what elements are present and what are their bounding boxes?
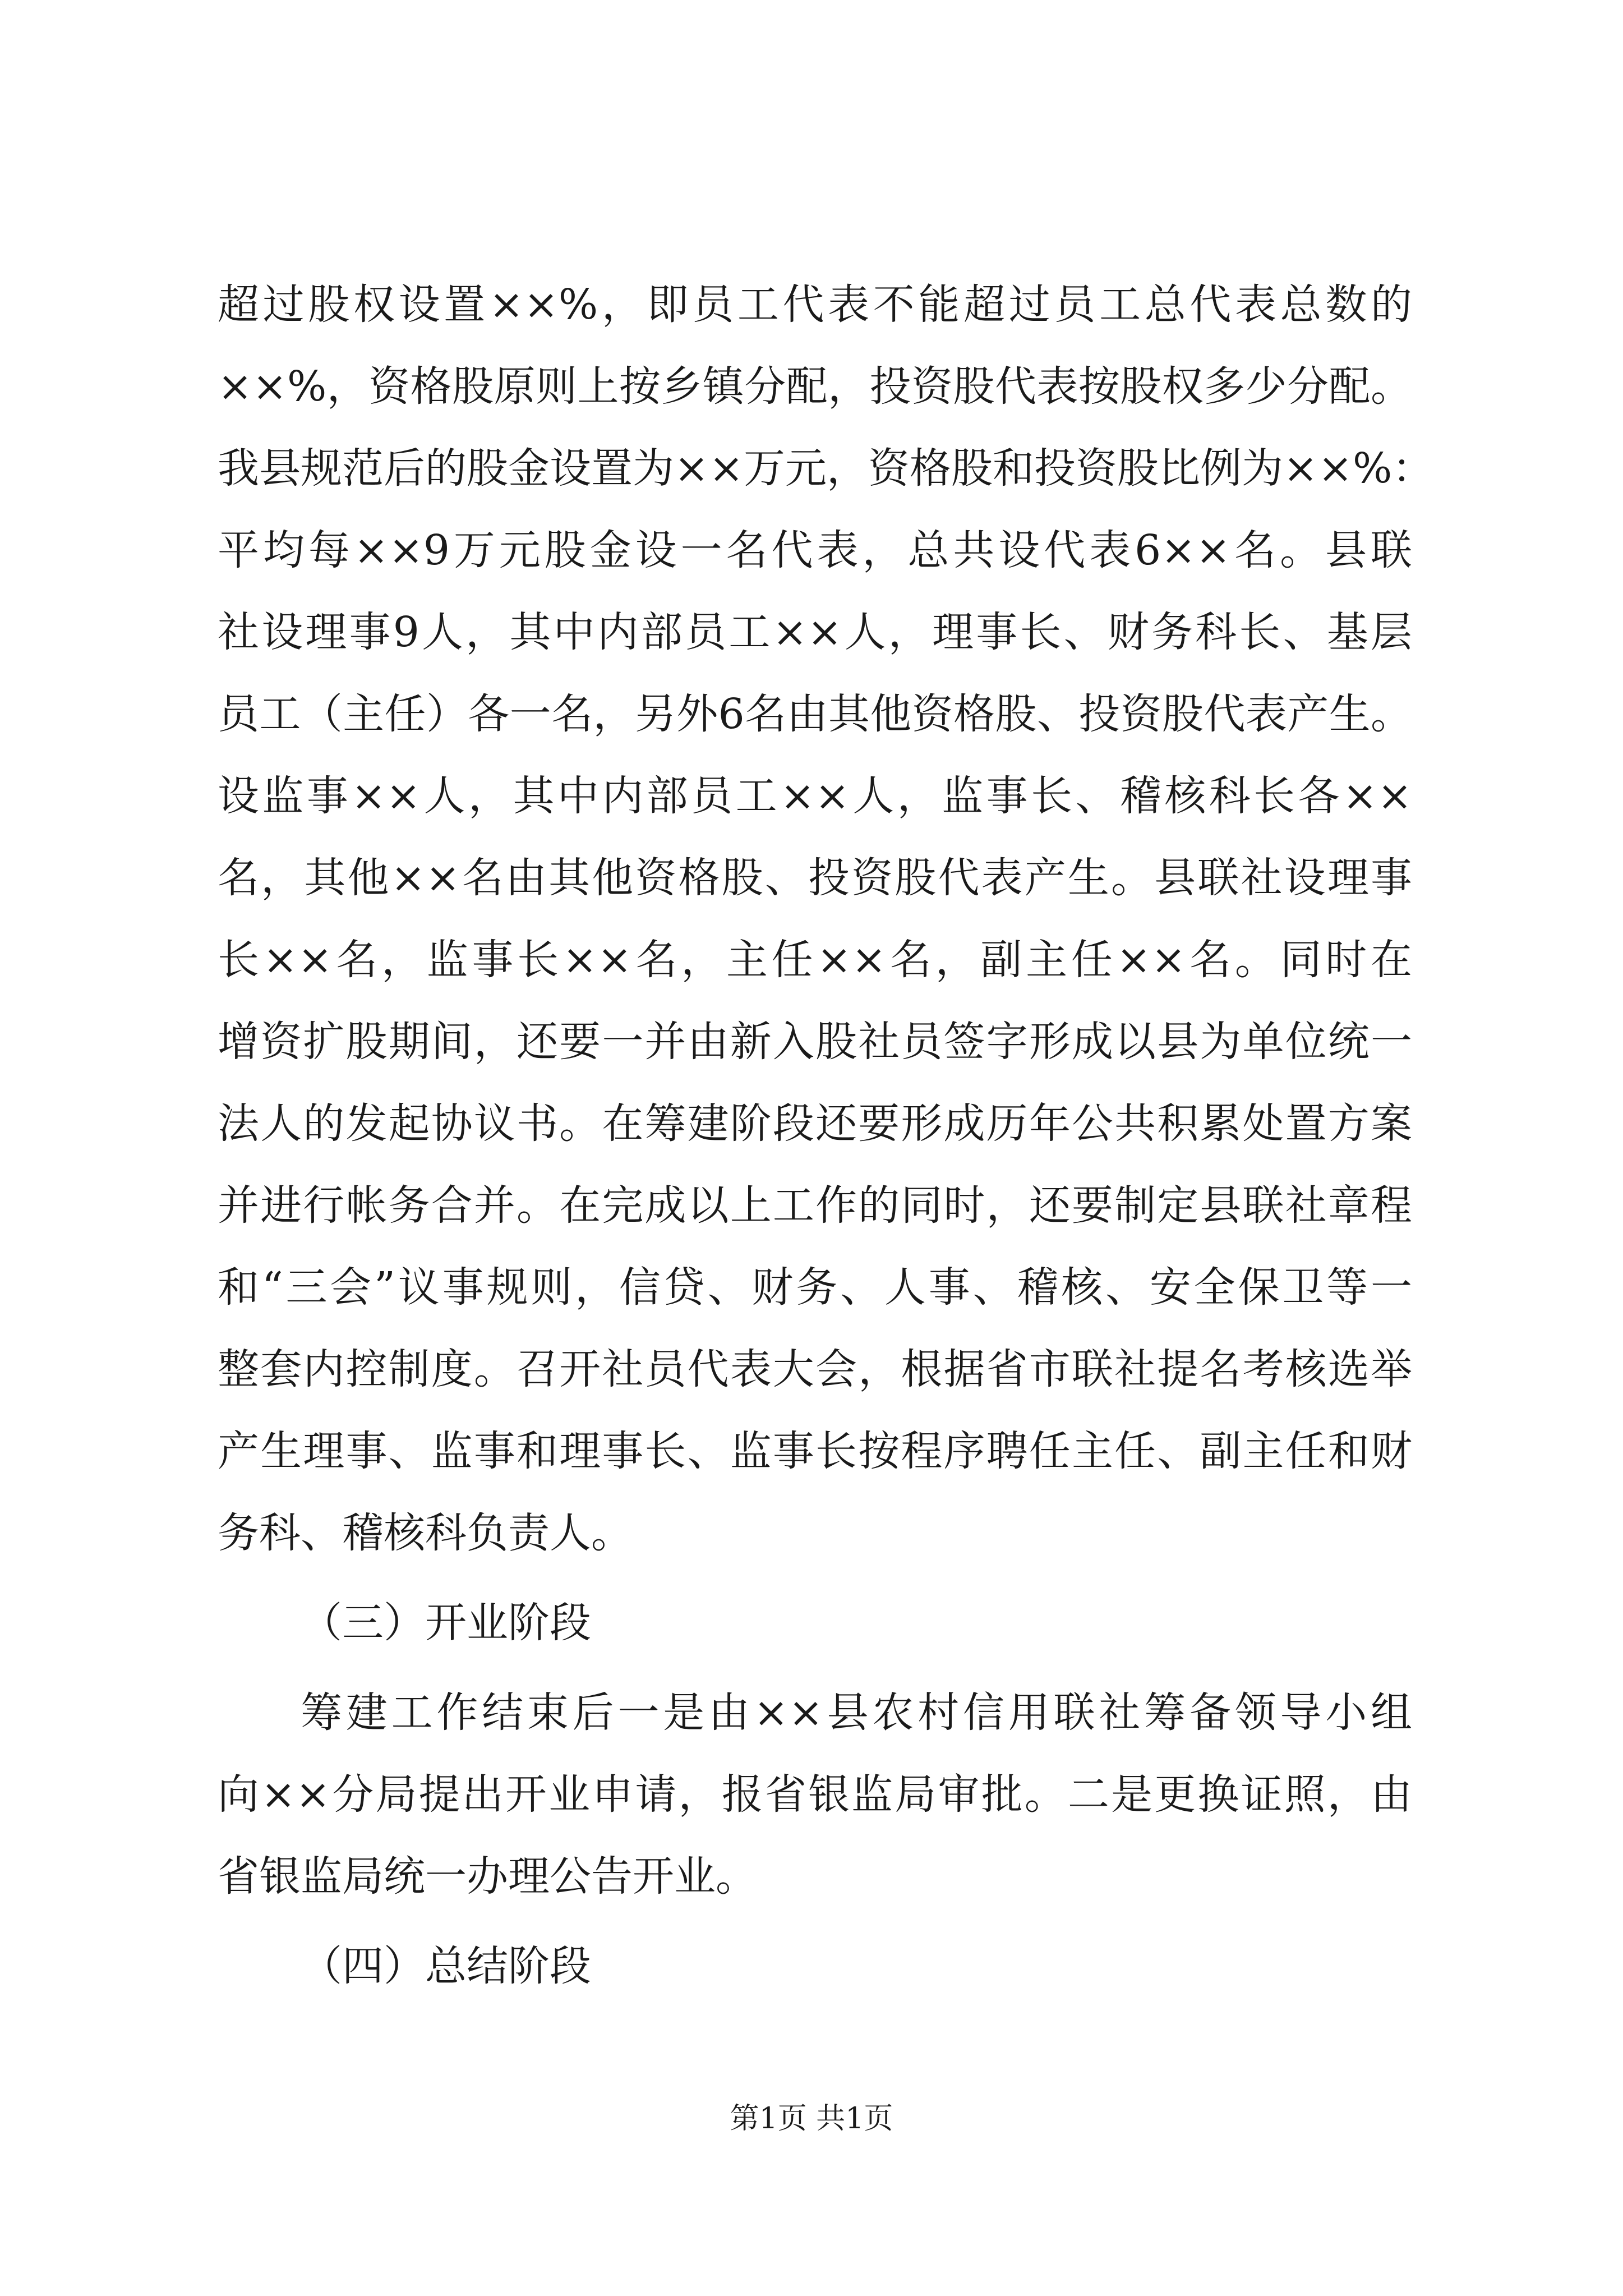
text-line: 名，其他××名由其他资格股、投资股代表产生。县联社设理事 (218, 854, 1412, 902)
section-heading-opening: （三）开业阶段 (301, 1599, 591, 1647)
document-body (218, 264, 1434, 2015)
text-line: 和“三会”议事规则，信贷、财务、人事、稽核、安全保卫等一 (218, 1263, 1412, 1312)
text-line: 设监事××人，其中内部员工××人，监事长、稽核科长各×× (218, 772, 1412, 820)
page-number-footer: 第1页 共1页 (730, 2102, 893, 2136)
paragraph-opening-stage (218, 1672, 1412, 1917)
text-line: 整套内控制度。召开社员代表大会，根据省市联社提名考核选举 (218, 1345, 1412, 1393)
text-line: 省银监局统一办理公告开业。 (218, 1852, 757, 1901)
text-line: 向××分局提出开业申请，报省银监局审批。二是更换证照，由 (218, 1770, 1412, 1819)
text-line: ××%，资格股原则上按乡镇分配，投资股代表按股权多少分配。 (218, 362, 1412, 411)
text-line: 并进行帐务合并。在完成以上工作的同时，还要制定县联社章程 (218, 1181, 1412, 1230)
text-line: 务科、稽核科负责人。 (218, 1509, 633, 1557)
paragraph-share-structure (218, 264, 1434, 1574)
text-line: 长××名，监事长××名，主任××名，副主任××名。同时在 (218, 936, 1412, 984)
text-line: 社设理事9人，其中内部员工××人，理事长、财务科长、基层 (218, 608, 1412, 656)
text-line: 员工（主任）各一名，另外6名由其他资格股、投资股代表产生。 (218, 690, 1412, 738)
section-heading-summary: （四）总结阶段 (301, 1942, 591, 1990)
text-line: 超过股权设置××%，即员工代表不能超过员工总代表总数的 (218, 280, 1412, 329)
text-line: 我县规范后的股金设置为××万元，资格股和投资股比例为××%： (218, 444, 1434, 493)
text-line: 法人的发起协议书。在筹建阶段还要形成历年公共积累处置方案 (218, 1099, 1412, 1148)
text-line: 产生理事、监事和理事长、监事长按程序聘任主任、副主任和财 (218, 1427, 1412, 1475)
text-line: 增资扩股期间，还要一并由新入股社员签字形成以县为单位统一 (218, 1018, 1412, 1066)
text-line: 筹建工作结束后一是由××县农村信用联社筹备领导小组 (301, 1688, 1412, 1737)
text-line: 平均每××9万元股金设一名代表，总共设代表6××名。县联 (218, 526, 1412, 574)
